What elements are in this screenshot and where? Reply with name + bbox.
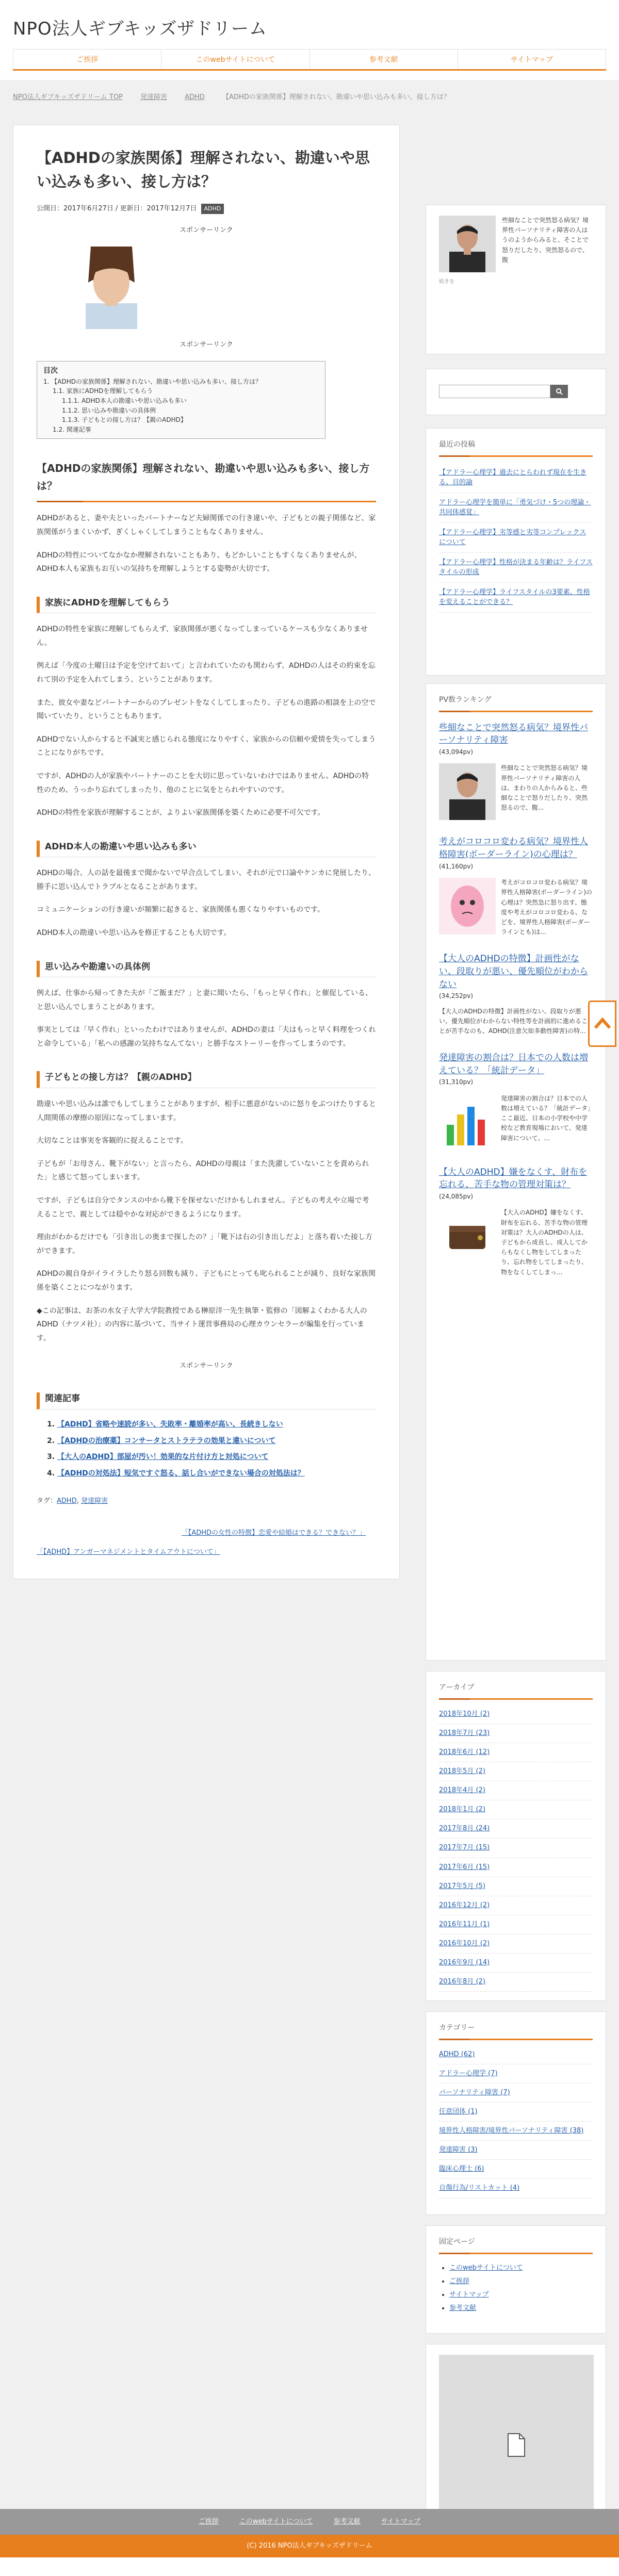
site-header — [0, 0, 619, 80]
footer-nav — [0, 2509, 619, 2535]
footer-link[interactable]: サイトマップ — [381, 2517, 421, 2525]
archive-link[interactable]: 2018年6月 (12) — [439, 1748, 490, 1756]
category-link[interactable]: 発達障害 (3) — [439, 2146, 478, 2154]
ranking-title[interactable]: 発達障害の割合は？日本での人数は増えている？「統計データ」 — [439, 1053, 588, 1076]
ranking-excerpt: 考えがコロコロ変わる病気？境界性人格障害(ボーダーライン)の心理は？突然急に怒り出す、態度や考えがコロコロ変わる、などを、境界性人格障害(ボーダーラインとも)は... — [501, 879, 593, 936]
archive-link[interactable]: 2018年5月 (2) — [439, 1767, 485, 1776]
widget-title: カテゴリー — [439, 2022, 593, 2040]
recent-post-link[interactable]: 【アドラー心理学】性格が決まる年齢は？ライフスタイルの形成 — [439, 553, 593, 583]
breadcrumb-home[interactable]: NPO法人ギブキッズザドリーム TOP — [13, 93, 123, 101]
related-link[interactable]: 【大人のADHD】部屋が汚い！効果的な片付け方と対処について — [57, 1453, 269, 1462]
table-of-contents — [37, 361, 325, 439]
subsection-heading: 家族にADHDを理解してもらう — [37, 597, 376, 614]
search-icon — [556, 388, 563, 395]
subsection-heading: ADHD本人の勘違いや思い込みも多い — [37, 841, 376, 858]
ranking-excerpt: 些細なことで突然怒る病気？境界性パーソナリティ障害の人は、まわりの人からみると、些細なことで怒りだしたり、突然怒るので、腹... — [501, 764, 588, 812]
toc-item[interactable]: 1.1.3. 子どもとの接し方は？【親のADHD】 — [62, 416, 187, 424]
ranking-item — [439, 953, 593, 1036]
related-link[interactable]: 【ADHDの治療薬】コンサータとストラテラの効果と違いについて — [57, 1436, 276, 1445]
paragraph: また、彼女や妻などパートナーからのプレゼントをなくしてしまったり、子どもの進路の相談を上の空で聞いていたり、ということもあります。 — [37, 698, 376, 721]
global-nav — [13, 49, 606, 71]
paragraph: 事実としては「早く作れ」といったわけではありませんが、ADHDの妻は「夫はもっと早く料理をつくれと命令している」「私への感謝の気持ちなんてない」と勝手なストーリーを作ってしまうのです。 — [37, 1026, 376, 1048]
paragraph: ADHDでない人からすると不誠実と感じられる態度になりやすく、家族からの信頼や愛情を失ってしまうことになりがちです。 — [37, 735, 376, 758]
archive-link[interactable]: 2016年11月 (1) — [439, 1920, 490, 1928]
subsection-heading: 思い込みや勘違いの具体例 — [37, 961, 376, 978]
next-post-link[interactable]: 「【ADHDの女性の特徴】恋愛や結婚はできる？できない？」 — [181, 1529, 366, 1537]
category-badge[interactable]: ADHD — [201, 204, 224, 215]
paragraph: ADHD本人の勘違いや思い込みを修正することも大切です。 — [37, 929, 231, 937]
gnav-item-greeting[interactable]: ご挨拶 — [13, 50, 161, 69]
ranking-count: (31,310pv) — [439, 1078, 474, 1086]
footer-link[interactable]: 参考文献 — [333, 2517, 361, 2525]
ranking-title[interactable]: 【大人のADHD】嫌をなくす、財布を忘れる、苦手な物の管理対策は？ — [439, 1167, 588, 1190]
ranking-item — [439, 1166, 593, 1277]
pages-widget — [426, 2225, 606, 2334]
site-footer — [0, 2509, 619, 2576]
archive-widget — [426, 1671, 606, 2001]
recent-post-link[interactable]: 【アドラー心理学】過去にとらわれず現在を生きる、目的論 — [439, 463, 593, 493]
ranking-title[interactable]: 些細なことで突然怒る病気？境界性パーソナリティ障害 — [439, 722, 588, 746]
widget-title: PV数ランキング — [439, 694, 593, 712]
ranking-excerpt: 【大人のADHDの特徴】計画性がない、段取りが悪い、優先順位がわからない特性等を計画的に進めることが苦手なのも、ADHD(注意欠如多動性障害)の特... — [439, 1007, 588, 1035]
category-link[interactable]: 境界性人格障害/境界性パーソナリティ障害 (38) — [439, 2127, 584, 2135]
recent-post-link[interactable]: 【アドラー心理学】ライフスタイルの3要素、性格を変えることができる？ — [439, 583, 593, 613]
ranking-item — [439, 1052, 593, 1151]
ranking-item — [439, 835, 593, 937]
ranking-thumb[interactable] — [439, 763, 496, 820]
paragraph: ◆この記事は、お茶の水女子大学大学院教授である榊原洋一先生執筆・監修の「図解よくわかる大人のADHD（ナツメ社）」の内容に基づいて、当サイト運営事務局の心理カウンセラーが編集を行っています。 — [37, 1306, 367, 1342]
ranking-excerpt: 発達障害の割合は？日本での人数は増えている？「統計データ」ここ最近、日本の小学校や中学校など教育現場において、発達障害について、... — [501, 1094, 591, 1142]
paragraph: ADHDの特性を家族が理解することが、よりよい家族関係を築くために必要不可欠です。 — [37, 809, 325, 817]
gnav-item-sitemap[interactable]: サイトマップ — [458, 50, 606, 69]
ad-image[interactable] — [75, 247, 148, 329]
paragraph: 例えば、仕事から帰ってきた夫が「ご飯まだ？」と妻に聞いたら、「もっと早く作れ」と催促している、と思い込んでしまうことがあります。 — [37, 989, 372, 1011]
tag-link[interactable]: 発達障害 — [80, 1497, 108, 1505]
pager-prev — [37, 1547, 376, 1558]
toc-item[interactable]: 1.1.1. ADHD本人の勘違いや思い込みも多い — [62, 397, 187, 404]
paragraph: 勘違いや思い込みは誰でもしてしまうことがありますが、相手に悪意がないのに怒りをぶつけたりすると人間関係の摩擦の原因になってしまいます。 — [37, 1100, 376, 1122]
page-top-button[interactable] — [588, 1000, 616, 1047]
toc-item[interactable]: 1.1.2. 思い込みや勘違いの具体例 — [62, 406, 156, 414]
toc-item[interactable]: 1.1. 家族にADHDを理解してもらう — [53, 387, 153, 395]
widget-title: アーカイブ — [439, 1682, 593, 1700]
subsection-heading: 子どもとの接し方は？【親のADHD】 — [37, 1071, 376, 1088]
search-widget — [426, 369, 606, 415]
paragraph: ADHDがあると、妻や夫といったパートナーなど夫婦関係での行き違いや、子どもとの親子関係など、家族関係がうまくいかず、ぎくしゃくしてしまうこともなくありません。 — [37, 514, 376, 536]
ad-placeholder[interactable] — [439, 2355, 594, 2535]
recent-post-link[interactable]: アドラー心理学を簡単に「勇気づけ・5つの理論・共同体感覚」 — [439, 493, 593, 523]
archive-link[interactable]: 2018年7月 (23) — [439, 1729, 490, 1737]
section-heading-main: 【ADHDの家族関係】理解されない、勘違いや思い込みも多い、接し方は？ — [37, 460, 376, 502]
chevron-up-icon — [592, 1013, 613, 1034]
post-dates: 公開日：2017年6月27日 / 更新日：2017年12月7日 — [37, 204, 197, 212]
paragraph: 理由がわかるだけでも「引き出しの奥まで探したの？」「靴下は右の引き出しだよ」と落ち着いた接し方ができます。 — [37, 1233, 372, 1255]
ranking-count: (34,252pv) — [439, 992, 474, 1000]
article — [13, 125, 400, 1579]
page-link[interactable]: ご挨拶 — [449, 2277, 470, 2285]
widget-title: 最近の投稿 — [439, 439, 593, 457]
ranking-excerpt: 【大人のADHD】嫌をなくす、財布を忘れる、苦手な物の管理対策は？大人のADHDの人は、子どもから成長し、成人してからもなくし物をしてしまったり、忘れ物をしてしまったり、物をなくしてしまっ... — [501, 1209, 588, 1276]
ranking-count: (43,094pv) — [439, 748, 474, 756]
paragraph: 大切なことは事実を客観的に捉えることです。 — [37, 1137, 188, 1145]
archive-link[interactable]: 2017年5月 (5) — [439, 1882, 485, 1890]
archive-link[interactable]: 2017年8月 (24) — [439, 1825, 490, 1833]
category-link[interactable]: パーソナリティ障害 (7) — [439, 2088, 510, 2096]
ranking-item — [439, 721, 593, 821]
related-heading: 関連記事 — [37, 1392, 376, 1409]
page-link[interactable]: サイトマップ — [449, 2290, 489, 2299]
pager-next — [37, 1528, 376, 1539]
breadcrumb-dev[interactable]: 発達障害 — [140, 93, 168, 101]
archive-link[interactable]: 2016年10月 (2) — [439, 1939, 490, 1947]
search-button[interactable] — [550, 385, 568, 398]
category-link[interactable]: アドラー心理学 (7) — [439, 2069, 498, 2077]
paragraph: ですが、子どもは自分でタンスの中から靴下を探せないだけかもしれません。子どもの考えや立場で考えることで、親としては穏やかな対応ができるようになります。 — [37, 1196, 369, 1219]
archive-link[interactable]: 2018年4月 (2) — [439, 1786, 485, 1795]
tag-list: タグ：ADHD, 発達障害 — [37, 1497, 108, 1505]
gnav-item-references[interactable]: 参考文献 — [310, 50, 458, 69]
site-title[interactable]: NPO法人ギブキッズザドリーム — [13, 19, 267, 39]
paragraph: ADHDの特性を家族に理解してもらえず、家族関係が悪くなってしまっているケースも少なくありません。 — [37, 625, 368, 647]
paragraph: ADHDの親自身がイライラしたり怒る回数も減り、子どもにとっても叱られることが減り、良好な家族関係を築くことにつながります。 — [37, 1270, 376, 1292]
archive-link[interactable]: 2018年1月 (2) — [439, 1806, 485, 1814]
related-posts — [37, 1392, 376, 1480]
archive-link[interactable]: 2018年10月 (2) — [439, 1710, 490, 1718]
recent-posts-widget — [426, 428, 606, 676]
ranking-thumb[interactable] — [439, 1094, 496, 1151]
ranking-count: (41,160pv) — [439, 862, 474, 870]
toc-title: 目次 — [43, 367, 58, 375]
ranking-title[interactable]: 【大人のADHDの特徴】計画性がない、段取りが悪い、優先順位がわからない — [439, 954, 588, 990]
category-link[interactable]: 自傷行為/リストカット (4) — [439, 2184, 520, 2192]
category-list — [439, 2045, 593, 2198]
paragraph: 子どもが「お母さん、靴下がない」と言ったら、ADHDの母親は「また洗濯していないことを責められた」と感じて怒ってしまいます。 — [37, 1159, 369, 1182]
paragraph: ADHDの特性についてなかなか理解されないこともあり、もどかしいこともすくなくありませんが、ADHD本人も家族もお互いの気持ちを理解しようとする姿勢が大切です。 — [37, 551, 362, 573]
widget-title: 固定ページ — [439, 2236, 593, 2254]
category-link[interactable]: 臨床心理士 (6) — [439, 2165, 484, 2173]
paragraph: ADHDの場合、人の話を最後まで聞かないで早合点してしまい、それが元で口論やケンカに発展したり、勝手に思い込んでトラブルとなることがあります。 — [37, 869, 376, 891]
profile-text: 些細なことで突然怒る病気？境界性パーソナリティ障害の人はうのようからみると、そことで怒りだしたり、突然怒るので、腹 — [502, 217, 589, 264]
copyright: (C) 2016 NPO法人ギブキッズザドリーム — [0, 2535, 619, 2557]
tags-label: タグ： — [37, 1497, 57, 1505]
broken-image-icon — [506, 2433, 527, 2457]
related-link[interactable]: 【ADHD】省略や速読が多い、失敗率・離婚率が高い、長続きしない — [57, 1420, 283, 1429]
breadcrumb — [13, 92, 450, 103]
category-link[interactable]: 任意団体 (1) — [439, 2108, 478, 2116]
archive-link[interactable]: 2017年7月 (15) — [439, 1844, 490, 1852]
prev-post-link[interactable]: 「【ADHD】アンガーマネジメントとタイムアウトについて」 — [37, 1548, 220, 1556]
profile-more[interactable]: 続きを — [439, 279, 454, 285]
gnav-item-about[interactable]: このwebサイトについて — [161, 50, 310, 69]
ranking-thumb[interactable] — [439, 878, 496, 934]
archive-link[interactable]: 2016年12月 (2) — [439, 1901, 490, 1909]
tag-link[interactable]: ADHD — [57, 1497, 77, 1505]
archive-link[interactable]: 2016年8月 (2) — [439, 1978, 485, 1986]
archive-link[interactable]: 2016年9月 (14) — [439, 1959, 490, 1967]
related-link[interactable]: 【ADHDの対処法】短気ですぐ怒る、話し合いができない場合の対処法は？ — [57, 1469, 305, 1478]
sponsor-label: スポンサーリンク — [180, 226, 233, 234]
breadcrumb-adhd[interactable]: ADHD — [185, 93, 205, 101]
toc-item[interactable]: 1.2. 関連記事 — [53, 425, 91, 433]
sponsor-label-2: スポンサーリンク — [180, 340, 233, 349]
search-input[interactable] — [439, 385, 550, 398]
ranking-title[interactable]: 考えがコロコロ変わる病気？境界性人格障害(ボーダーライン)の心理は？ — [439, 836, 588, 860]
post-meta — [37, 203, 376, 215]
paragraph: 例えば「今度の土曜日は予定を空けておいて」と言われていたのも関わらず、ADHDの人はその約束を忘れて別の予定を入れてしまう、ということがあります。 — [37, 662, 376, 684]
category-widget — [426, 2011, 606, 2215]
archive-link[interactable]: 2017年6月 (15) — [439, 1863, 490, 1871]
toc-item[interactable]: 1. 【ADHDの家族関係】理解されない、勘違いや思い込みも多い、接し方は？ — [43, 378, 262, 385]
post-title: 【ADHDの家族関係】理解されない、勘違いや思い込みも多い、接し方は？ — [37, 149, 370, 191]
recent-post-link[interactable]: 【アドラー心理学】劣等感と劣等コンプレックスについて — [439, 523, 593, 553]
ranking-thumb[interactable] — [439, 1208, 496, 1265]
profile-thumb[interactable] — [439, 216, 496, 272]
footer-link[interactable]: ご挨拶 — [198, 2517, 219, 2525]
sponsor-label-3: スポンサーリンク — [180, 1362, 233, 1370]
profile-widget — [426, 205, 606, 354]
footer-link[interactable]: このwebサイトについて — [239, 2517, 313, 2525]
breadcrumb-current: 【ADHDの家族関係】理解されない、勘違いや思い込みも多い、接し方は？ — [222, 93, 450, 101]
category-link[interactable]: ADHD (62) — [439, 2050, 475, 2058]
ranking-widget — [426, 683, 606, 1661]
ranking-count: (24,085pv) — [439, 1193, 474, 1201]
paragraph: コミュニケーションの行き違いが頻繁に起きると、家族関係も悪くなりやすいものです。 — [37, 906, 325, 914]
paragraph: ですが、ADHDの人が家族やパートナーのことを大切に思っていないわけではありません。ADHDの特性のため、うっかり忘れてしまったり、他のことに気をとられやすいのです。 — [37, 772, 369, 794]
page-link[interactable]: このwebサイトについて — [449, 2263, 523, 2272]
page-link[interactable]: 参考文献 — [449, 2304, 477, 2312]
archive-list — [439, 1705, 593, 1992]
